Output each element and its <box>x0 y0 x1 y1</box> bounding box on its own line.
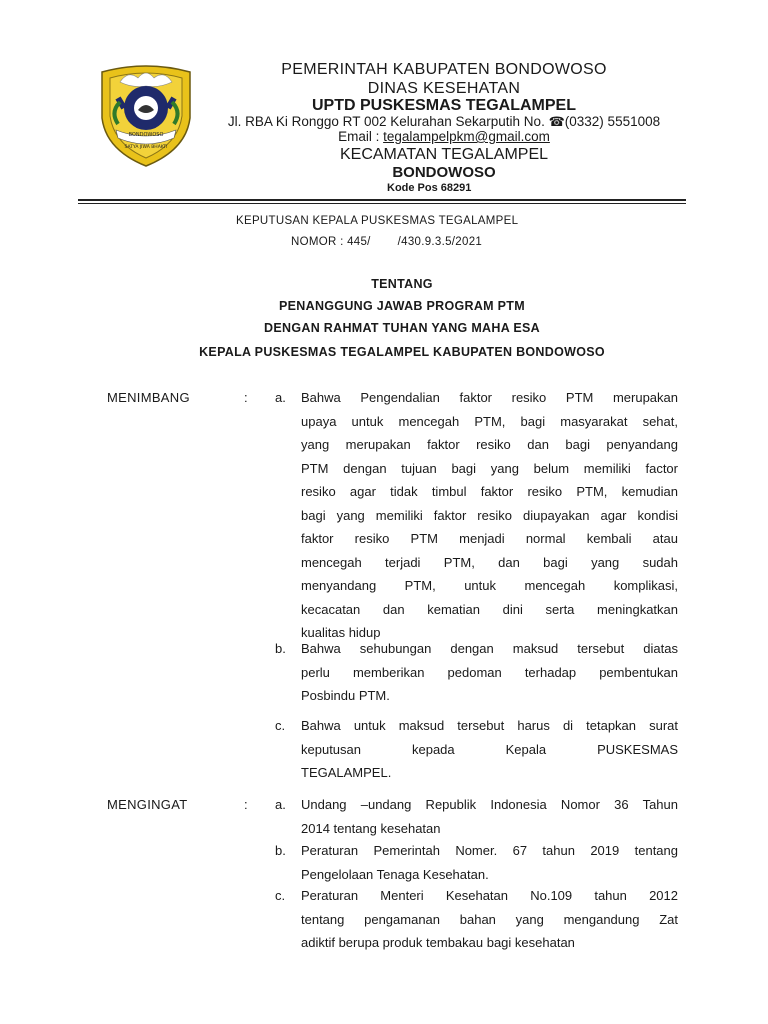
menimbang-label: MENIMBANG <box>107 390 190 405</box>
mengingat-item-b <box>301 839 678 886</box>
text-line: Posbindu PTM. <box>301 688 390 703</box>
telephone-icon: ☎ <box>548 114 565 129</box>
text-line: Pengelolaan Tenaga Kesehatan. <box>301 866 489 882</box>
address-text: Jl. RBA Ki Ronggo RT 002 Kelurahan Sekarputih No. <box>227 114 549 129</box>
text-line: Bahwa Pengendalian faktor resiko PTM merupakan <box>301 390 678 405</box>
phone-number: (0332) 5551008 <box>564 114 661 129</box>
mengingat-item-letter: b. <box>275 843 286 858</box>
unit-name: UPTD PUSKESMAS TEGALAMPEL <box>311 97 576 114</box>
menimbang-item-b <box>301 637 678 708</box>
postal-code: Kode Pos 68291 <box>387 182 472 194</box>
about-heading: TENTANG <box>371 277 433 291</box>
text-line: Bahwa untuk maksud tersebut harus di tetapkan surat <box>301 718 678 733</box>
text-line: resiko agar tidak timbul faktor resiko PTM, kemudian <box>301 484 678 499</box>
mengingat-item-c <box>301 884 678 955</box>
text-line: Undang –undang Republik Indonesia Nomor 36 Tahun <box>301 797 678 812</box>
menimbang-item-a <box>301 386 678 645</box>
mengingat-item-letter: c. <box>275 888 286 903</box>
text-line: tentang pengamanan bahan yang mengandung Zat <box>301 911 678 927</box>
decree-number-rest: /430.9.3.5/2021 <box>397 236 483 248</box>
email-label: Email : <box>338 129 384 144</box>
mengingat-item-letter: a. <box>275 797 286 812</box>
subject-heading: PENANGGUNG JAWAB PROGRAM PTM <box>279 299 525 313</box>
mengingat-label: MENGINGAT <box>107 797 188 812</box>
text-line: 2014 tentang kesehatan <box>301 820 441 836</box>
text-line: mencegah terjadi PTM, dan bagi yang sudah <box>301 554 678 570</box>
header-divider-thin <box>78 203 686 204</box>
text-line: yang merupakan faktor resiko dan bagi penyandang <box>301 437 678 452</box>
regency-name: BONDOWOSO <box>392 164 496 181</box>
text-line: kecacatan dan kematian dini serta meningkatkan <box>301 601 678 617</box>
email-line <box>60 129 768 144</box>
mengingat-item-a <box>301 793 678 840</box>
text-line: TEGALAMPEL. <box>301 765 392 780</box>
text-line: Peraturan Menteri Kesehatan No.109 tahun 2012 <box>301 888 678 903</box>
menimbang-item-letter: b. <box>275 641 286 656</box>
text-line: kualitas hidup <box>301 625 381 640</box>
text-line: Peraturan Pemerintah Nomer. 67 tahun 2019 tentang <box>301 843 678 858</box>
text-line: Bahwa sehubungan dengan maksud tersebut diatas <box>301 641 678 656</box>
decree-title: KEPUTUSAN KEPALA PUSKESMAS TEGALAMPEL <box>236 215 519 227</box>
text-line: PTM dengan tujuan bagi yang belum memiliki factor <box>301 460 678 476</box>
government-name: PEMERINTAH KABUPATEN BONDOWOSO <box>281 61 607 78</box>
text-line: upaya untuk mencegah PTM, bagi masyarakat sehat, <box>301 413 678 429</box>
menimbang-colon: : <box>244 390 248 405</box>
address-line <box>60 114 768 130</box>
logo-motto-text: BONDOWOSO <box>128 132 164 138</box>
mengingat-colon: : <box>244 797 248 812</box>
decree-number-label: NOMOR : 445/ <box>291 236 371 248</box>
text-line: bagi yang memiliki faktor resiko diupayakan agar kondisi <box>301 507 678 523</box>
grace-heading: DENGAN RAHMAT TUHAN YANG MAHA ESA <box>264 321 540 335</box>
menimbang-item-letter: a. <box>275 390 286 405</box>
text-line: faktor resiko PTM menjadi normal kembali atau <box>301 531 678 546</box>
district-name: KECAMATAN TEGALAMPEL <box>339 146 549 163</box>
menimbang-item-letter: c. <box>275 718 286 733</box>
decree-number <box>291 236 482 248</box>
head-heading: KEPALA PUSKESMAS TEGALAMPEL KABUPATEN BONDOWOSO <box>199 345 605 359</box>
text-line: adiktif berupa produk tembakau bagi kesehatan <box>301 935 575 950</box>
email-link[interactable]: tegalampelpkm@gmail.com <box>383 129 550 144</box>
text-line: keputusan kepada Kepala PUSKESMAS <box>301 741 678 757</box>
text-line: menyandang PTM, untuk mencegah komplikasi, <box>301 578 678 593</box>
header-divider-thick <box>78 199 686 201</box>
menimbang-item-c <box>301 714 678 785</box>
text-line: perlu memberikan pedoman terhadap pembentukan <box>301 664 678 680</box>
department-name: DINAS KESEHATAN <box>367 80 521 97</box>
logo-bottom-text: SATYA JIWA BHAKTI <box>124 145 168 150</box>
